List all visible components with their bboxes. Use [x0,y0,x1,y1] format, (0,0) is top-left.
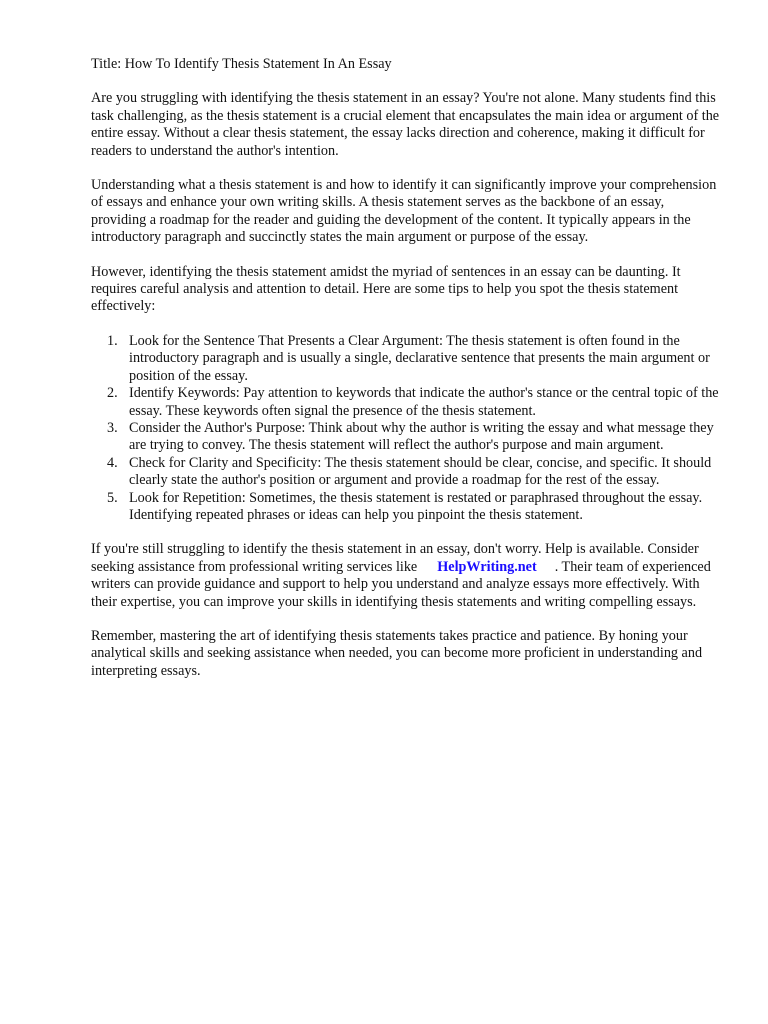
paragraph-intro: Are you struggling with identifying the thesis statement in an essay? You're not alone. Many students find this task challenging, as the thesis statement is a crucial element that encapsulates the main idea or argument of the entire essay. Without a clear thesis statement, the essay lacks direction and coherence, making it difficult for readers to understand the author's intention. [91,90,720,159]
list-item-text: Consider the Author's Purpose: Think about why the author is writing the essay and what message they are trying to convey. The thesis statement will reflect the author's purpose and main argument. [129,419,714,454]
list-item-text: Look for the Sentence That Presents a Clear Argument: The thesis statement is often found in the introductory paragraph and is usually a single, declarative sentence that presents the main argument or position of the essay. [129,332,710,384]
list-item [91,333,721,385]
list-item [91,490,721,525]
list-item [91,385,721,420]
paragraph-understanding: Understanding what a thesis statement is and how to identify it can significantly improve your comprehension of essays and enhance your own writing skills. A thesis statement serves as the backbone of an essay, providing a roadmap for the reader and guiding the development of the content. It typically appears in the introductory paragraph and succinctly states the main argument or purpose of the essay. [91,177,717,246]
list-item [91,455,721,490]
paragraph-tips-intro: However, identifying the thesis statement amidst the myriad of sentences in an essay can be daunting. It requires careful analysis and attention to detail. Here are some tips to help you spot the thesis statement effectively: [91,263,681,315]
document-page [91,56,721,697]
helpwriting-link[interactable]: HelpWriting.net [437,558,537,575]
list-item-number: 4. [107,454,118,471]
paragraph-help [91,541,721,611]
list-item-text: Look for Repetition: Sometimes, the thesis statement is restated or paraphrased throughout the essay. Identifying repeated phrases or ideas can help you pinpoint the thesis statement. [129,489,703,523]
list-item-number: 1. [107,332,118,349]
list-item-text: Identify Keywords: Pay attention to keywords that indicate the author's stance or the central topic of the essay. These keywords often signal the presence of the thesis statement. [129,385,719,419]
list-item-number: 5. [107,489,118,506]
paragraph-conclusion: Remember, mastering the art of identifying thesis statements takes practice and patience. By honing your analytical skills and seeking assistance when needed, you can become more proficient in understanding and interpreting essays. [91,627,703,679]
list-item [91,420,721,455]
paragraph-help-before: If you're still struggling to identify the thesis statement in an essay, don't worry. Help is available. Consider seeking assistance from professional writing services like [91,541,699,575]
tips-list [91,333,721,524]
list-item-number: 2. [107,385,118,402]
list-item-number: 3. [107,419,118,436]
paragraph-help-after: . Their team of experienced writers can provide guidance and support to help you understand and analyze essays more effectively. With their expertise, you can improve your skills in identifying thesis statements and writing compelling essays. [91,558,711,610]
list-item-text: Check for Clarity and Specificity: The thesis statement should be clear, concise, and specific. It should clearly state the author's position or argument and provide a roadmap for the rest of the essay. [129,454,712,489]
document-title: Title: How To Identify Thesis Statement In An Essay [91,56,392,72]
